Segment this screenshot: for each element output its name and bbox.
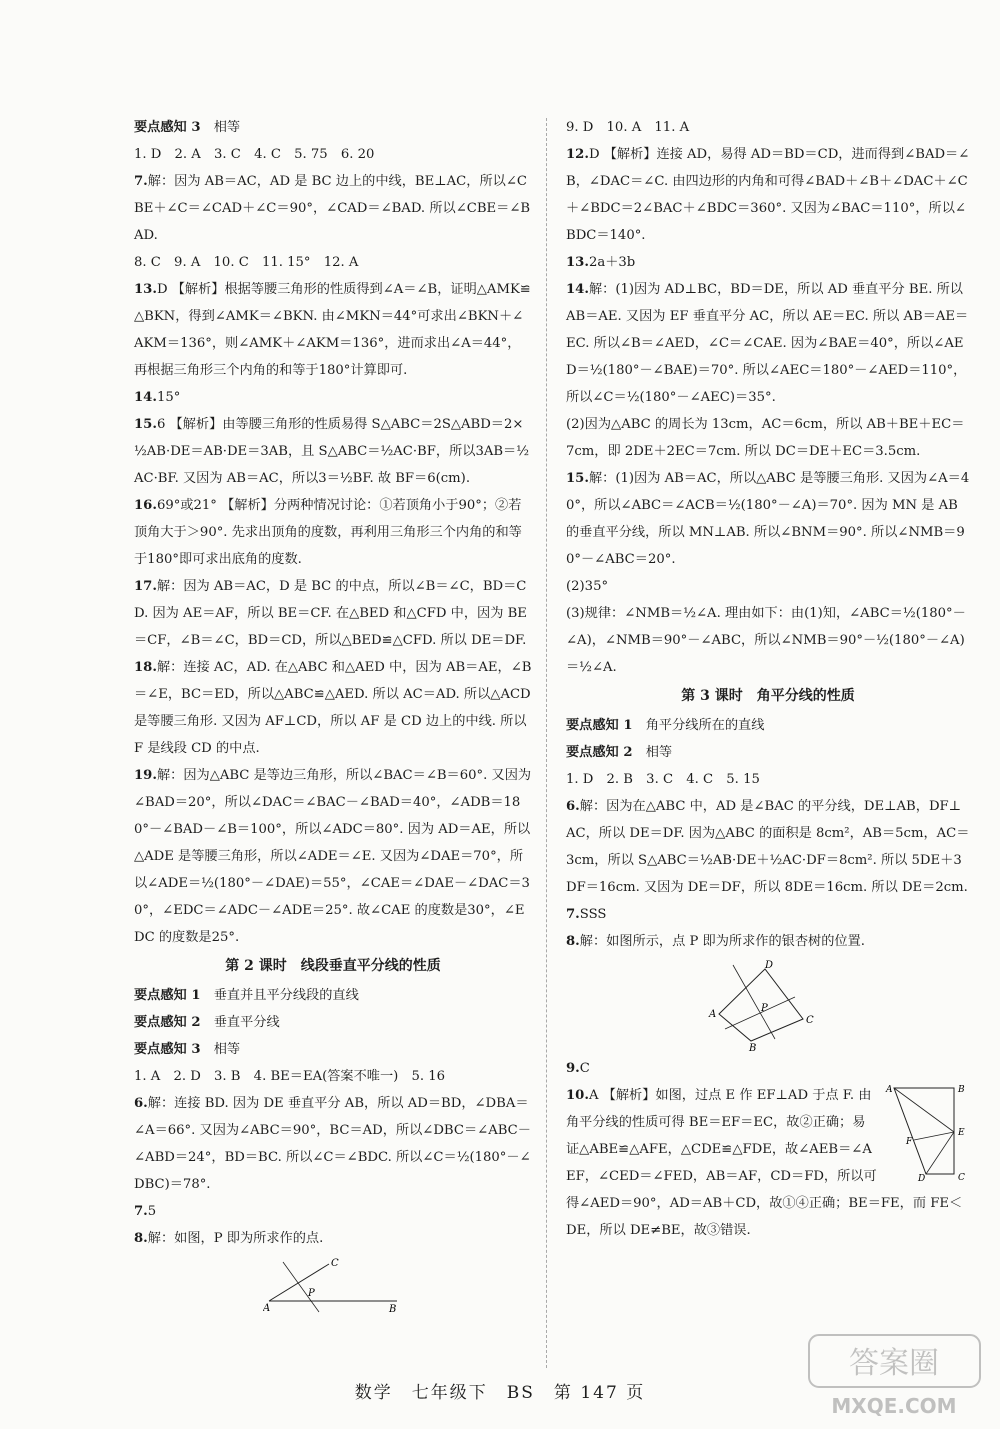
fig-label: A — [263, 1303, 271, 1314]
question-number: 19. — [134, 768, 157, 783]
answer-text: 解：连接 AC，AD. 在△ABC 和△AED 中，因为 AB＝AE，∠B＝∠E，BC＝ED，所以△ABC≌△AED. 所以 AC＝AD. 所以△ACD 是等腰三角形. 又因为 AF⊥CD，所以 AF 是 CD 边上的中线. 所以 F 是线段 CD 的中点. — [134, 660, 532, 756]
question-number: 7. — [134, 174, 148, 189]
watermark-top: 答案圈 — [849, 1346, 939, 1381]
answer-text: (2)35° — [566, 579, 609, 594]
figure-left-q8 — [263, 1256, 403, 1316]
answer-item — [134, 276, 532, 384]
answer-item — [566, 766, 970, 793]
answer-item — [566, 465, 970, 573]
fig-label: B — [749, 1043, 757, 1051]
key-point-label: 要点感知 3 — [134, 120, 201, 135]
answer-text: 相等 — [200, 1042, 241, 1057]
answer-text: 解：(1)因为 AD⊥BC，BD＝DE，所以 AD 垂直平分 BE. 所以 AB＝AE. 又因为 EF 垂直平分 AC，所以 AE＝EC. 所以 AB＝AE＝EC. 所以∠B＝∠AED，∠C＝∠CAE. 因为∠BAE＝40°，所以∠AED＝½(180°－∠BAE)＝70°. 所以∠AEC＝180°－∠AED＝110°，所以∠C＝½(180°－∠AEC)＝35°. — [566, 282, 969, 405]
answer-text: 解：因为 AB＝AC，AD 是 BC 边上的中线，BE⊥AC，所以∠CBE＋∠C＝∠CAD＋∠C＝90°，∠CAD＝∠BAD. 所以∠CBE＝∠BAD. — [134, 174, 531, 243]
answer-item — [134, 249, 532, 276]
answer-text: 2a＋3b — [588, 255, 636, 270]
page-footer: 数学 七年级下 BS 第 147 页 — [354, 1383, 646, 1403]
key-point-label: 要点感知 1 — [566, 718, 633, 733]
answer-text: 1. D 2. B 3. C 4. C 5. 15 — [566, 772, 760, 787]
fig-label: D — [765, 960, 774, 971]
watermark-logo — [807, 1333, 982, 1423]
answer-text: 垂直并且平分线段的直线 — [200, 988, 359, 1003]
question-number: 16. — [134, 498, 157, 513]
answer-item — [134, 762, 532, 951]
question-number: 9. — [566, 1061, 580, 1076]
answer-item — [566, 276, 970, 411]
answer-item — [134, 384, 532, 411]
answer-item — [134, 141, 532, 168]
question-number: 15. — [566, 471, 589, 486]
question-number: 10. — [566, 1088, 589, 1103]
answer-item — [566, 600, 970, 681]
section-heading: 第 2 课时 线段垂直平分线的性质 — [225, 958, 441, 974]
fig-label: C — [331, 1258, 339, 1269]
column-divider — [546, 118, 547, 1368]
question-number: 6. — [566, 799, 580, 814]
left-column — [134, 114, 532, 1320]
key-point-label: 要点感知 1 — [134, 988, 201, 1003]
answer-item — [134, 168, 532, 249]
answer-text: 解：如图，P 即为所求作的点. — [147, 1231, 324, 1246]
fig-label: B — [389, 1304, 397, 1315]
question-number: 7. — [134, 1204, 148, 1219]
answer-text: 解：因为△ABC 是等边三角形，所以∠BAC＝∠B＝60°. 又因为∠BAD＝20°，所以∠DAC＝∠BAC－∠BAD＝40°，∠ADB＝180°－∠BAD－∠B＝100°，所以∠ADC＝80°. 因为 AD＝AE，所以△ADE 是等腰三角形，所以∠ADE＝∠E. 又因为∠DAE＝70°，所以∠ADE＝½(180°－∠DAE)＝55°，∠CAE＝∠DAE－∠DAC＝30°，∠EDC＝∠ADC－∠ADE＝25°. 故∠CAE 的度数是30°，∠EDC 的度数是25°. — [134, 768, 532, 945]
answer-text: 15° — [156, 390, 181, 405]
key-point-label: 要点感知 3 — [134, 1042, 201, 1057]
answer-item — [566, 141, 970, 249]
answer-text: 垂直平分线 — [200, 1015, 280, 1030]
key-point-label: 要点感知 2 — [566, 745, 633, 760]
question-number: 13. — [566, 255, 589, 270]
fig-label: B — [958, 1085, 965, 1095]
answer-item — [134, 982, 532, 1009]
answer-text: D 【解析】根据等腰三角形的性质得到∠A＝∠B，证明△AMK≌△BKN，得到∠AMK＝∠BKN. 由∠MKN＝44°可求出∠BKN＋∠AKM＝136°，则∠AMK＋∠AKM＝136°，进而求出∠A＝44°，再根据三角形三个内角的和等于180°计算即可. — [134, 282, 531, 378]
answer-text: 解：因为在△ABC 中，AD 是∠BAC 的平分线，DE⊥AB，DF⊥AC，所以 DE＝DF. 因为△ABC 的面积是 8cm²，AB＝5cm，AC＝3cm，所以 S△ABC＝½AB·DE＋½AC·DF＝8cm². 所以 5DE＋3DF＝16cm. 又因为 DE＝DF，所以 8DE＝16cm. 所以 DE＝2cm. — [566, 799, 970, 895]
answer-text: (2)因为△ABC 的周长为 13cm，AC＝6cm，所以 AB＋BE＋EC＝7cm，即 2DE＋2EC＝7cm. 所以 DC＝DE＋EC＝3.5cm. — [566, 417, 965, 459]
answer-item — [566, 928, 970, 955]
answer-item — [566, 411, 970, 465]
answer-item — [566, 249, 970, 276]
question-number: 14. — [134, 390, 157, 405]
answer-item — [134, 1198, 532, 1225]
figure-right-q10 — [884, 1082, 970, 1182]
answer-item — [566, 901, 970, 928]
answer-item — [566, 1082, 970, 1244]
fig-label: E — [958, 1128, 965, 1138]
question-number: 15. — [134, 417, 157, 432]
answer-text: 8. C 9. A 10. C 11. 15° 12. A — [134, 255, 359, 270]
fig-label: C — [806, 1015, 814, 1026]
answer-text: D 【解析】连接 AD，易得 AD＝BD＝CD，进而得到∠BAD＝∠B，∠DAC＝∠C. 由四边形的内角和可得∠BAD＋∠B＋∠DAC＋∠C＋∠BDC＝2∠BAC＋∠BDC＝360°. 又因为∠BAC＝110°，所以∠BDC＝140°. — [566, 147, 970, 243]
answer-item — [134, 492, 532, 573]
answer-item — [134, 573, 532, 654]
answer-text: (3)规律：∠NMB＝½∠A. 理由如下：由(1)知，∠ABC＝½(180°－∠A)，∠NMB＝90°－∠ABC，所以∠NMB＝90°－½(180°－∠A)＝½∠A. — [566, 606, 966, 675]
question-number: 6. — [134, 1096, 148, 1111]
question-number: 8. — [134, 1231, 148, 1246]
answer-text: 1. D 2. A 3. C 4. C 5. 75 6. 20 — [134, 147, 375, 162]
section-heading: 第 3 课时 角平分线的性质 — [681, 688, 855, 704]
answer-item — [566, 739, 970, 766]
answer-item — [134, 1090, 532, 1198]
question-number: 14. — [566, 282, 589, 297]
answer-item — [134, 411, 532, 492]
answer-item — [134, 1009, 532, 1036]
question-number: 8. — [566, 934, 580, 949]
question-number: 17. — [134, 579, 157, 594]
question-number: 18. — [134, 660, 157, 675]
figure-right-q8 — [703, 959, 833, 1051]
answer-item — [566, 1055, 970, 1082]
answer-text: 解：(1)因为 AB＝AC，所以△ABC 是等腰三角形. 又因为∠A＝40°，所以∠ABC＝∠ACB＝½(180°－∠A)＝70°. 因为 MN 是 AB 的垂直平分线，所以 MN⊥AB. 所以∠BNM＝90°. 所以∠NMB＝90°－∠ABC＝20°. — [566, 471, 970, 567]
fig-label: F — [906, 1137, 913, 1147]
right-column — [566, 114, 970, 1244]
answer-text: 解：如图所示，点 P 即为所求作的银杏树的位置. — [579, 934, 865, 949]
answer-item — [566, 712, 970, 739]
answer-text: A 【解析】如图，过点 E 作 EF⊥AD 于点 F. 由角平分线的性质可得 BE＝EF＝EC，故②正确；易证△ABE≌△AFE，△CDE≌△FDE，故∠AEB＝∠AEF，∠CED＝∠FED，AB＝AF，CD＝FD，所以可得∠AED＝90°，AD＝AB＋CD，故①④正确；BE＝FE，而 FE＜DE，所以 DE≠BE，故③错误. — [566, 1088, 963, 1238]
answer-item — [134, 1036, 532, 1063]
fig-label: A — [709, 1009, 717, 1020]
answer-item — [134, 1225, 532, 1252]
answer-item — [134, 1063, 532, 1090]
fig-label: P — [761, 1003, 768, 1014]
answer-text: 6 【解析】由等腰三角形的性质易得 S△ABC＝2S△ABD＝2×½AB·DE＝AB·DE＝3AB，且 S△ABC＝½AC·BF，所以3AB＝½AC·BF. 又因为 AB＝AC，所以3＝½BF. 故 BF＝6(cm). — [134, 417, 530, 486]
question-number: 12. — [566, 147, 589, 162]
question-number: 7. — [566, 907, 580, 922]
answer-text: 9. D 10. A 11. A — [566, 120, 690, 135]
answer-text: 69°或21° 【解析】分两种情况讨论：①若顶角小于90°；②若顶角大于＞90°. 先求出顶角的度数，再利用三角形三个内角的和等于180°即可求出底角的度数. — [134, 498, 522, 567]
key-point-label: 要点感知 2 — [134, 1015, 201, 1030]
answer-text: 角平分线所在的直线 — [632, 718, 765, 733]
fig-label: D — [918, 1174, 926, 1182]
fig-label: A — [886, 1085, 893, 1095]
fig-label: P — [308, 1288, 315, 1299]
answer-text: 5 — [147, 1204, 157, 1219]
watermark-bottom: MXQE.COM — [831, 1394, 957, 1418]
answer-item — [566, 573, 970, 600]
answer-text: 相等 — [632, 745, 673, 760]
answer-text: 解：连接 BD. 因为 DE 垂直平分 AB，所以 AD＝BD，∠DBA＝∠A＝66°. 又因为∠ABC＝90°，BC＝AD，所以∠DBC＝∠ABC－∠ABD＝24°，BD＝BC. 所以∠C＝∠BDC. 所以∠C＝½(180°－∠DBC)＝78°. — [134, 1096, 531, 1192]
answer-text: 1. A 2. D 3. B 4. BE＝EA(答案不唯一) 5. 16 — [134, 1069, 446, 1084]
answer-item — [566, 793, 970, 901]
fig-label: C — [958, 1173, 965, 1182]
answer-item — [134, 654, 532, 762]
answer-text: SSS — [579, 907, 607, 922]
answer-text: 相等 — [200, 120, 241, 135]
answer-item — [134, 114, 532, 141]
answer-text: 解：因为 AB＝AC，D 是 BC 的中点，所以∠B＝∠C，BD＝CD. 因为 AE＝AF，所以 BE＝CF. 在△BED 和△CFD 中，因为 BE＝CF，∠B＝∠C，BD＝CD，所以△BED≌△CFD. 所以 DE＝DF. — [134, 579, 527, 648]
answer-text: C — [579, 1061, 590, 1076]
answer-item — [566, 114, 970, 141]
question-number: 13. — [134, 282, 157, 297]
